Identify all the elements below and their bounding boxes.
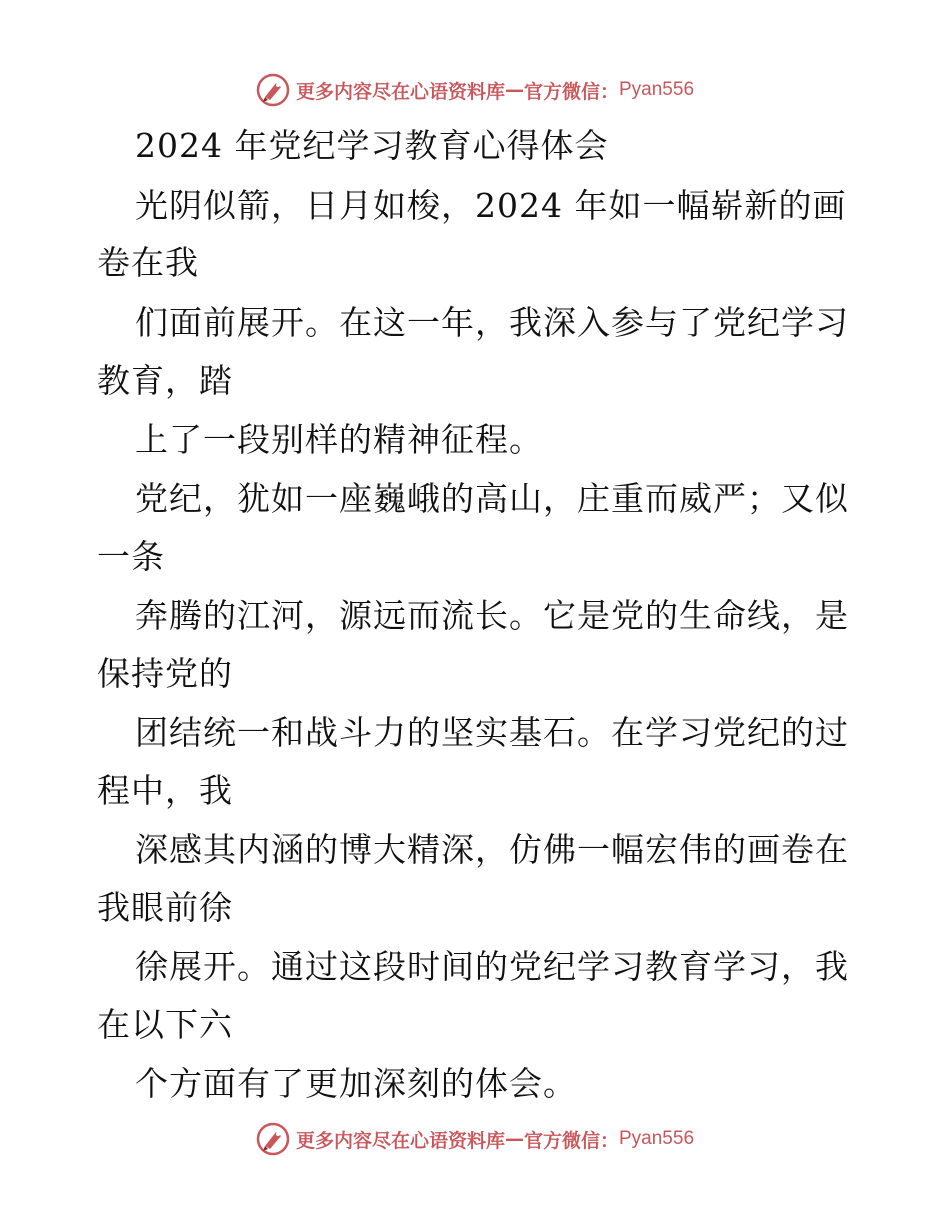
paragraph-line: 个方面有了更加深刻的体会。 (135, 1064, 577, 1103)
document-title: 2024 年党纪学习教育心得体会 (135, 126, 609, 165)
banner-official-label: 官方微信： (523, 80, 619, 103)
paragraph-line: 保持党的 (97, 654, 233, 693)
banner-wechat-id: Pyan556 (619, 1128, 695, 1149)
banner-slogan: 更多内容尽在心语资料库 (295, 1129, 505, 1152)
footer-watermark-banner (0, 1119, 950, 1159)
paragraph-line: 教育，踏 (97, 361, 233, 400)
paragraph-line: 卷在我 (97, 243, 199, 282)
paragraph-line: 们面前展开。在这一年，我深入参与了党纪学习 (135, 303, 849, 342)
paragraph-line: 我眼前徐 (97, 888, 233, 927)
paragraph-line: 奔腾的江河，源远而流长。它是党的生命线，是 (135, 596, 849, 635)
paragraph-line: 在以下六 (97, 1005, 233, 1044)
paragraph-line: 深感其内涵的博大精深，仿佛一幅宏伟的画卷在 (135, 830, 849, 869)
paragraph-line: 团结统一和战斗力的坚实基石。在学习党纪的过 (135, 713, 849, 752)
paragraph-line: 一条 (97, 537, 165, 576)
paragraph-line: 党纪，犹如一座巍峨的高山，庄重而威严；又似 (135, 479, 849, 518)
pen-logo-icon (256, 73, 290, 107)
banner-official-label: 官方微信： (523, 1129, 619, 1152)
paragraph-line: 徐展开。通过这段时间的党纪学习教育学习，我 (135, 947, 849, 986)
banner-separator: — (504, 1128, 524, 1150)
paragraph-line: 上了一段别样的精神征程。 (135, 420, 543, 459)
header-watermark-banner (0, 70, 950, 110)
pen-logo-icon (256, 1122, 290, 1156)
paragraph-line: 光阴似箭，日月如梭，2024 年如一幅崭新的画 (135, 186, 847, 225)
paragraph-line: 程中，我 (97, 771, 233, 810)
banner-separator: — (504, 79, 524, 101)
banner-slogan: 更多内容尽在心语资料库 (295, 80, 505, 103)
banner-wechat-id: Pyan556 (619, 79, 695, 100)
